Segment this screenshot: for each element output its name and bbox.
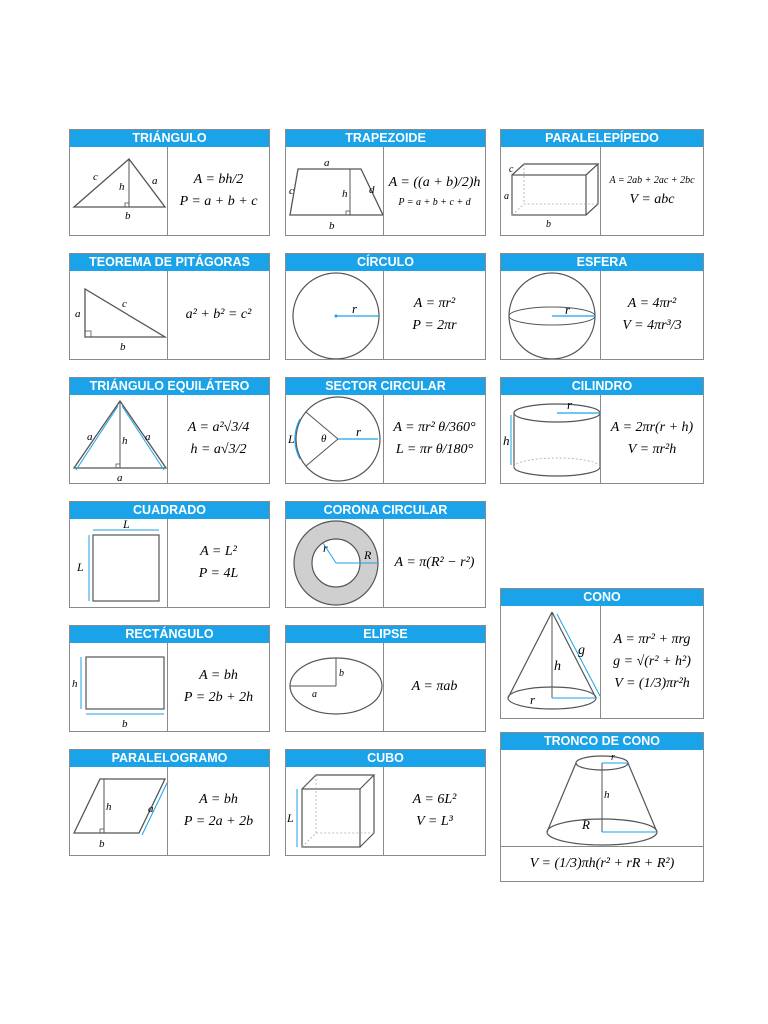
sphere-formulas <box>600 271 703 359</box>
card-title: ELIPSE <box>286 626 485 643</box>
svg-text:r: r <box>565 302 571 317</box>
cube-figure <box>286 767 385 855</box>
svg-text:L: L <box>288 432 295 446</box>
svg-text:h: h <box>122 435 128 447</box>
card-title: TRONCO DE CONO <box>501 733 703 750</box>
formula-area: A = 2ab + 2ac + 2bc <box>609 174 695 186</box>
card-title: RECTÁNGULO <box>70 626 269 643</box>
card-title: TRIÁNGULO <box>70 130 269 147</box>
formula-perimeter: P = a + b + c + d <box>398 196 471 208</box>
svg-text:h: h <box>503 433 510 448</box>
svg-text:h: h <box>106 801 112 813</box>
formula-area: A = π(R² − r²) <box>394 555 475 570</box>
card-title: TEOREMA DE PITÁGORAS <box>70 254 269 271</box>
card-tronco <box>500 732 704 882</box>
svg-text:a: a <box>148 803 154 815</box>
card-title: PARALELEPÍPEDO <box>501 130 703 147</box>
formula-area: A = bh/2 <box>193 172 244 187</box>
svg-text:d: d <box>369 184 375 196</box>
card-cono <box>500 588 704 719</box>
ellipse-formula <box>383 643 485 731</box>
formula-area: A = πr² θ/360° <box>393 420 476 435</box>
card-paralelepipedo <box>500 129 704 236</box>
formula-area: A = 2πr(r + h) <box>610 420 694 435</box>
card-elipse <box>285 625 486 732</box>
formula-area: A = bh <box>199 668 238 683</box>
annulus-figure <box>286 519 385 607</box>
formula-perimeter: P = 4L <box>198 566 239 581</box>
svg-text:r: r <box>356 424 362 439</box>
cylinder-formulas <box>600 395 703 483</box>
rectangle-figure <box>70 643 169 731</box>
formula-volume: V = 4πr³/3 <box>622 318 682 333</box>
parallelogram-figure <box>70 767 169 855</box>
formula-area: A = a²√3/4 <box>187 420 250 435</box>
pythagoras-formula <box>167 271 269 359</box>
card-esfera <box>500 253 704 360</box>
card-cilindro <box>500 377 704 484</box>
svg-text:g: g <box>578 643 585 658</box>
card-cubo <box>285 749 486 856</box>
cube-formulas <box>383 767 485 855</box>
trapezoid-formulas <box>383 147 485 235</box>
formula-perimeter: P = 2πr <box>412 318 457 333</box>
card-title: CUBO <box>286 750 485 767</box>
card-pitagoras <box>69 253 270 360</box>
svg-text:b: b <box>339 668 344 679</box>
cuboid-figure <box>501 147 603 235</box>
svg-text:a: a <box>504 191 509 202</box>
svg-text:h: h <box>554 659 561 674</box>
formula-area: A = L² <box>200 544 237 559</box>
formula-perimeter: P = a + b + c <box>179 194 258 209</box>
svg-text:b: b <box>125 210 131 222</box>
cone-figure <box>501 606 603 718</box>
formula-area: A = πr² <box>413 296 456 311</box>
formula-area: A = 6L² <box>412 792 457 807</box>
frustum-formula <box>501 846 703 881</box>
right-triangle-figure <box>70 271 169 359</box>
card-title: CONO <box>501 589 703 606</box>
formula-height: h = a√3/2 <box>190 442 247 457</box>
formula-generatrix: g = √(r² + h²) <box>613 654 691 669</box>
triangle-formulas <box>167 147 269 235</box>
svg-text:a: a <box>152 175 158 187</box>
card-cuadrado <box>69 501 270 608</box>
svg-text:a: a <box>145 431 151 443</box>
svg-text:r: r <box>352 301 358 316</box>
svg-text:c: c <box>509 164 514 175</box>
formula-volume: V = (1/3)πh(r² + rR + R²) <box>529 856 675 871</box>
svg-text:r: r <box>323 541 328 555</box>
cuboid-formulas <box>600 147 703 235</box>
card-equilatero <box>69 377 270 484</box>
sector-figure <box>286 395 385 483</box>
card-paralelogramo <box>69 749 270 856</box>
cylinder-figure <box>501 395 603 483</box>
svg-text:b: b <box>122 718 128 730</box>
svg-text:a: a <box>324 157 330 169</box>
svg-text:b: b <box>120 341 126 353</box>
svg-text:L: L <box>287 811 294 825</box>
circle-figure <box>286 271 385 359</box>
rectangle-formulas <box>167 643 269 731</box>
circle-formulas <box>383 271 485 359</box>
formula-volume: V = L³ <box>416 814 453 829</box>
svg-text:a: a <box>312 689 317 700</box>
formula-perimeter: P = 2a + 2b <box>183 814 254 829</box>
formula-volume: V = abc <box>629 191 675 207</box>
svg-text:a: a <box>87 431 93 443</box>
card-corona <box>285 501 486 608</box>
card-triangulo <box>69 129 270 236</box>
svg-text:h: h <box>342 188 348 200</box>
svg-text:r: r <box>567 397 573 412</box>
svg-text:R: R <box>582 817 590 832</box>
cone-formulas <box>600 606 703 718</box>
svg-text:a: a <box>117 472 123 483</box>
formula-area: A = bh <box>199 792 238 807</box>
formula-perimeter: P = 2b + 2h <box>183 690 254 705</box>
triangle-figure <box>70 147 169 235</box>
formula-area: A = πab <box>411 679 458 694</box>
svg-text:c: c <box>122 298 127 310</box>
card-title: CUADRADO <box>70 502 269 519</box>
card-rectangulo <box>69 625 270 732</box>
svg-text:b: b <box>329 220 335 232</box>
svg-text:L: L <box>77 560 84 574</box>
sphere-figure <box>501 271 603 359</box>
card-trapezoide <box>285 129 486 236</box>
card-title: SECTOR CIRCULAR <box>286 378 485 395</box>
square-formulas <box>167 519 269 607</box>
svg-text:a: a <box>75 308 81 320</box>
square-figure <box>70 519 169 607</box>
svg-text:h: h <box>72 678 78 690</box>
ellipse-figure <box>286 643 385 731</box>
formula-volume: V = (1/3)πr²h <box>614 676 690 691</box>
svg-text:θ: θ <box>321 433 327 445</box>
svg-text:c: c <box>93 171 98 183</box>
equilateral-formulas <box>167 395 269 483</box>
svg-text:R: R <box>364 548 372 562</box>
card-title: TRIÁNGULO EQUILÁTERO <box>70 378 269 395</box>
trapezoid-figure <box>286 147 385 235</box>
formula-area: A = 4πr² <box>627 296 677 311</box>
annulus-formula <box>383 519 485 607</box>
svg-text:c: c <box>289 185 294 197</box>
formula-pythagoras: a² + b² = c² <box>185 307 252 322</box>
formula-area: A = ((a + b)/2)h <box>388 174 481 190</box>
svg-text:r: r <box>611 752 615 763</box>
card-circulo <box>285 253 486 360</box>
card-title: CÍRCULO <box>286 254 485 271</box>
frustum-figure <box>501 750 703 848</box>
svg-text:h: h <box>604 789 610 801</box>
card-title: PARALELOGRAMO <box>70 750 269 767</box>
card-title: CILINDRO <box>501 378 703 395</box>
sector-formulas <box>383 395 485 483</box>
formula-volume: V = πr²h <box>627 442 677 457</box>
svg-text:b: b <box>546 219 551 230</box>
svg-text:L: L <box>123 519 130 531</box>
svg-text:b: b <box>99 838 105 850</box>
parallelogram-formulas <box>167 767 269 855</box>
formula-area: A = πr² + πrg <box>613 632 691 647</box>
card-title: ESFERA <box>501 254 703 271</box>
equilateral-figure <box>70 395 169 483</box>
formula-arc: L = πr θ/180° <box>395 442 474 457</box>
svg-text:h: h <box>119 181 125 193</box>
card-sector <box>285 377 486 484</box>
card-title: TRAPEZOIDE <box>286 130 485 147</box>
svg-text:r: r <box>530 692 536 707</box>
card-title: CORONA CIRCULAR <box>286 502 485 519</box>
